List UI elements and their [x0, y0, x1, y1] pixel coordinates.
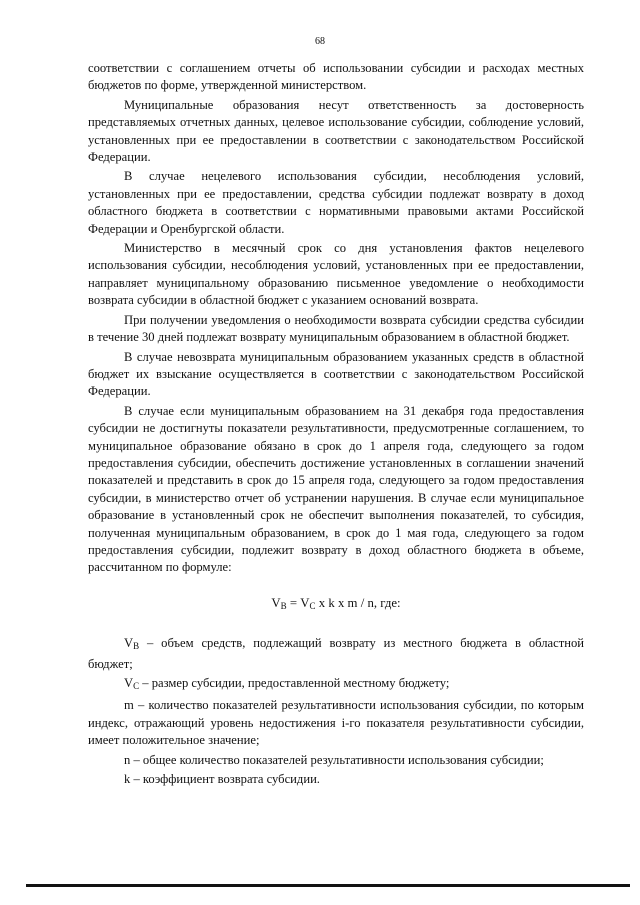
paragraph-4: Министерство в месячный срок со дня установления фактов нецелевого использования субсидии, несоблюдения условий, установленных при ее предоставлении, направляет муниципальному образованию письменное уведомление о необходимости возврата субсидии в областной бюджет с указанием оснований возврата.: [88, 241, 584, 308]
document-body: [88, 60, 584, 790]
definition-n: n – общее количество показателей результативности использования субсидии;: [124, 752, 544, 767]
paragraph-5: При получении уведомления о необходимости возврата субсидии средства субсидии в течение 30 дней подлежат возврату муниципальным образованием в областной бюджет.: [88, 312, 584, 345]
formula-eq: =: [286, 595, 301, 610]
formula-v: V: [271, 595, 281, 610]
paragraph-6: В случае невозврата муниципальным образованием указанных средств в областной бюджет их взыскание осуществляется в соответствии с законодательством Российской Федерации.: [88, 349, 584, 399]
vc-symbol: V: [124, 676, 134, 690]
paragraph-2: Муниципальные образования несут ответственность за достоверность представляемых отчетных данных, целевое использование субсидии, соблюдение условий, установленных при ее предоставлении в соответствии с законодательством Российской Федерации.: [88, 97, 584, 165]
formula-vc: V: [300, 595, 310, 610]
formula-sub-b: В: [280, 600, 287, 611]
page-number: 68: [315, 36, 325, 47]
definition-k: k – коэффициент возврата субсидии.: [124, 772, 320, 787]
vb-subscript: В: [133, 641, 140, 652]
vc-subscript: С: [133, 681, 140, 691]
bottom-rule: [26, 884, 630, 887]
vb-text: – объем средств, подлежащий возврату из местного бюджета в областной бюджет;: [88, 636, 584, 671]
vc-text: – размер субсидии, предоставленной местному бюджету;: [139, 676, 450, 690]
paragraph-3: В случае нецелевого использования субсидии, несоблюдения условий, установленных при ее предоставлении, средства субсидии подлежат возврату в доход областного бюджета в соответствии с нормативными правовыми актами Российской Федерации и Оренбургской области.: [88, 169, 584, 236]
definition-vb: [88, 635, 584, 673]
definition-m: m – количество показателей результативности использования субсидии, по которым индекс, отражающий уровень недостижения i-го показателя результативности субсидии, имеет положительное значение;: [88, 698, 584, 748]
definition-vc: [88, 675, 584, 695]
vb-symbol: V: [124, 636, 134, 651]
paragraph-1: соответствии с соглашением отчеты об использовании субсидии и расходах местных бюджетов по форме, утвержденной министерством.: [88, 61, 584, 93]
return-formula: [88, 595, 584, 615]
formula-rest: x k x m / n, где:: [315, 595, 401, 610]
paragraph-7: В случае если муниципальным образованием на 31 декабря года предоставления субсидии не достигнуты показатели результативности, предусмотренные соглашением, то муниципальное образование обязано в срок до 1 апреля года, следующего за годом предоставления субсидии, обеспечить достижение установленных в соглашении значений показателей и представить в срок до 15 апреля года, следующего за годом предоставления субсидии, в министерство отчет об устранении нарушения. В случае если муниципальное образование в установленный срок не обеспечит выполнения показателей, то субсидия, полученная муниципальным образованием, в срок до 1 мая года, следующего за годом предоставления субсидии, подлежит возврату в доход областного бюджета в объеме, рассчитанном по формуле:: [88, 403, 584, 575]
formula-sub-c: С: [309, 600, 316, 611]
